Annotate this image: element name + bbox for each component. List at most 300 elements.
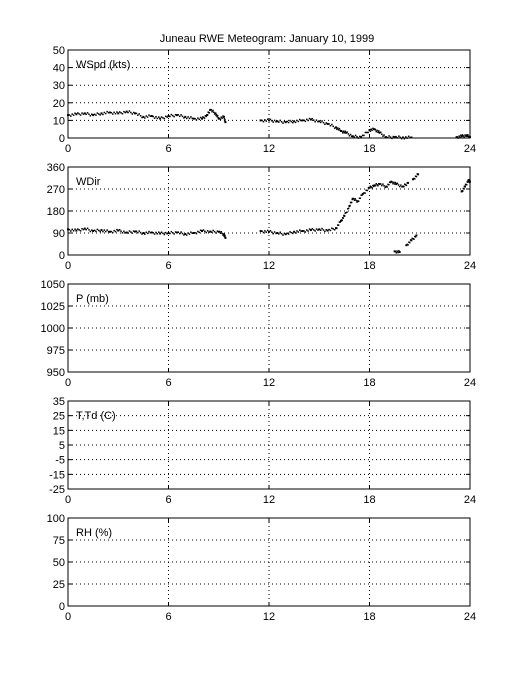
data-point [196, 119, 198, 121]
data-point [272, 233, 274, 235]
data-point [306, 229, 308, 231]
data-point [221, 231, 223, 233]
y-tick-label: 1025 [40, 301, 65, 313]
data-point [70, 230, 72, 232]
data-point [127, 112, 129, 114]
panel-label: WDir [76, 176, 101, 188]
y-tick-label: 360 [46, 162, 65, 174]
data-point [90, 115, 92, 117]
data-point [354, 199, 356, 201]
data-point [406, 185, 408, 187]
data-point [165, 232, 167, 234]
data-point [395, 251, 397, 253]
data-point [331, 227, 333, 229]
data-point [380, 183, 382, 185]
data-point [169, 233, 171, 235]
data-point [164, 234, 166, 236]
x-tick-label: 12 [262, 260, 276, 272]
y-tick-label: 1000 [40, 323, 65, 335]
data-point [458, 137, 460, 139]
data-point [375, 185, 377, 187]
data-point [186, 234, 188, 236]
data-point [469, 181, 471, 183]
data-point [164, 118, 166, 120]
x-tick-label: 12 [262, 611, 276, 623]
data-point [219, 231, 221, 233]
data-point [417, 173, 419, 175]
data-point [375, 129, 377, 131]
data-point [394, 183, 396, 185]
data-point [182, 116, 184, 118]
figure-title: Juneau RWE Meteogram: January 10, 1999 [159, 33, 375, 45]
x-tick-label: 0 [64, 611, 72, 623]
data-point [343, 131, 345, 133]
data-point [299, 229, 301, 231]
y-tick-label: 30 [52, 80, 65, 93]
panel-1 [53, 45, 476, 155]
data-point [88, 229, 90, 231]
data-point [355, 135, 357, 137]
x-tick-label: 0 [64, 377, 72, 389]
data-point [220, 119, 222, 121]
data-point [346, 212, 348, 214]
data-point [282, 234, 284, 236]
data-point [194, 232, 196, 234]
x-tick-label: 24 [463, 377, 477, 389]
data-point [112, 232, 114, 234]
data-point [351, 202, 353, 204]
data-point [279, 232, 281, 234]
data-point [376, 130, 378, 132]
panel-2 [47, 162, 476, 272]
data-point [288, 122, 290, 124]
data-point [217, 115, 219, 117]
data-point [184, 116, 186, 118]
data-point [172, 115, 174, 117]
data-point [387, 137, 389, 139]
data-point [186, 118, 188, 120]
data-point [78, 229, 80, 231]
y-tick-label: -25 [49, 484, 65, 496]
data-point [73, 230, 75, 232]
data-point [396, 250, 398, 252]
data-point [321, 228, 323, 230]
data-point [264, 119, 266, 121]
data-point [398, 184, 400, 186]
y-tick-label: -5 [55, 454, 65, 467]
data-point [343, 215, 345, 217]
data-point [321, 120, 323, 122]
y-tick-label: 40 [52, 62, 65, 75]
data-point [69, 114, 71, 116]
data-point [129, 110, 131, 112]
data-point [70, 115, 72, 117]
data-point [85, 114, 87, 116]
data-point [144, 233, 146, 235]
data-point [299, 119, 301, 121]
data-point [213, 111, 215, 113]
y-tick-label: 270 [46, 184, 65, 196]
data-point [97, 112, 99, 114]
data-point [274, 120, 276, 122]
data-point [197, 231, 199, 233]
data-point [140, 115, 142, 117]
y-tick-label: 180 [46, 206, 65, 218]
data-point [263, 121, 265, 123]
data-point [207, 114, 209, 116]
data-point [410, 239, 412, 241]
data-point [122, 113, 124, 115]
y-tick-label: 15 [52, 425, 65, 438]
y-tick-label: 5 [58, 440, 65, 452]
x-tick-label: 18 [363, 611, 376, 623]
data-point [99, 114, 101, 116]
data-point [148, 231, 150, 233]
data-point [404, 138, 406, 140]
data-point [320, 229, 322, 231]
y-tick-label: 50 [52, 557, 65, 569]
data-point [469, 136, 471, 138]
data-point [152, 116, 154, 118]
y-tick-label: 25 [52, 579, 65, 591]
data-point [328, 229, 330, 231]
data-point [383, 185, 385, 187]
data-series-segment [461, 179, 471, 192]
data-point [137, 114, 139, 116]
data-point [111, 112, 113, 114]
data-point [330, 125, 332, 127]
data-point [348, 133, 350, 135]
data-point [178, 114, 180, 116]
data-point [366, 132, 368, 134]
data-point [152, 232, 154, 234]
data-point [161, 232, 163, 234]
data-point [391, 138, 393, 140]
data-point [272, 121, 274, 123]
data-point [224, 237, 226, 239]
data-point [147, 116, 149, 118]
data-point [71, 229, 73, 231]
data-point [323, 122, 325, 124]
data-point [281, 233, 283, 235]
data-point [81, 112, 83, 114]
data-point [81, 228, 83, 230]
data-point [291, 232, 293, 234]
data-point [367, 132, 369, 134]
data-point [263, 232, 265, 234]
data-point [214, 231, 216, 233]
data-point [179, 116, 181, 118]
data-point [392, 183, 394, 185]
data-point [369, 187, 371, 189]
data-point [330, 230, 332, 232]
data-point [355, 200, 357, 202]
data-point [398, 135, 400, 137]
y-tick-label: -15 [49, 469, 65, 482]
y-tick-label: 0 [58, 601, 65, 613]
data-point [399, 251, 401, 253]
data-point [266, 120, 268, 122]
data-point [119, 229, 121, 231]
data-point [397, 137, 399, 139]
data-point [119, 111, 121, 113]
y-tick-label: 35 [52, 396, 65, 408]
y-tick-label: 20 [52, 97, 65, 110]
x-tick-label: 24 [463, 260, 477, 272]
data-point [298, 121, 300, 123]
data-point [371, 130, 373, 132]
data-point [388, 184, 390, 186]
data-point [130, 231, 132, 233]
data-point [313, 229, 315, 231]
x-tick-label: 12 [262, 494, 276, 506]
data-point [320, 122, 322, 124]
data-point [173, 116, 175, 118]
data-point [289, 231, 291, 233]
data-point [395, 136, 397, 138]
data-point [122, 232, 124, 234]
data-point [270, 230, 272, 232]
data-point [106, 229, 108, 231]
data-point [204, 231, 206, 233]
data-point [348, 208, 350, 210]
data-point [224, 119, 226, 121]
data-point [105, 113, 107, 115]
data-point [396, 252, 398, 254]
data-point [169, 116, 171, 118]
x-tick-label: 12 [262, 143, 276, 155]
data-point [88, 114, 90, 116]
data-point [123, 231, 125, 233]
data-point [331, 124, 333, 126]
x-tick-label: 6 [165, 494, 172, 506]
data-point [466, 184, 468, 186]
y-tick-label: 25 [52, 410, 65, 423]
data-point [137, 232, 139, 234]
data-point [393, 182, 395, 184]
data-point [312, 118, 314, 120]
x-tick-label: 12 [262, 377, 276, 389]
data-point [296, 120, 298, 122]
data-point [95, 114, 97, 116]
data-point [101, 229, 103, 231]
data-point [220, 232, 222, 234]
data-point [328, 123, 330, 125]
data-point [189, 118, 191, 120]
data-point [189, 233, 191, 235]
data-point [136, 230, 138, 232]
data-point [356, 136, 358, 138]
data-point [266, 231, 268, 233]
data-point [333, 126, 335, 128]
data-point [180, 114, 182, 116]
data-series-segment [412, 173, 419, 180]
data-point [305, 121, 307, 123]
data-point [113, 112, 115, 114]
data-point [274, 231, 276, 233]
data-point [279, 120, 281, 122]
data-point [165, 116, 167, 118]
data-point [346, 131, 348, 133]
data-point [102, 231, 104, 233]
data-point [94, 114, 96, 116]
data-point [104, 112, 106, 114]
data-point [281, 121, 283, 123]
data-point [270, 119, 272, 121]
data-point [224, 235, 226, 237]
data-point [73, 114, 75, 116]
data-point [223, 116, 225, 118]
data-point [303, 230, 305, 232]
data-point [154, 233, 156, 235]
data-point [173, 233, 175, 235]
data-series-segment [260, 181, 409, 236]
x-tick-label: 6 [165, 143, 172, 155]
data-point [382, 183, 384, 185]
data-point [282, 122, 284, 124]
panel-label: WSpd (kts) [76, 59, 131, 71]
data-point [313, 119, 315, 121]
data-point [144, 117, 146, 119]
data-point [157, 118, 159, 120]
data-point [148, 114, 150, 116]
data-point [399, 186, 401, 188]
data-point [138, 113, 140, 115]
data-point [199, 119, 201, 121]
data-point [104, 229, 106, 231]
data-point [71, 113, 73, 115]
data-series-segment [67, 109, 226, 123]
data-point [271, 120, 273, 122]
data-point [199, 232, 201, 234]
data-point [162, 117, 164, 119]
data-point [324, 231, 326, 233]
data-point [286, 233, 288, 235]
data-point [161, 116, 163, 118]
data-point [323, 229, 325, 231]
data-point [115, 113, 117, 115]
data-point [112, 113, 114, 115]
data-point [157, 233, 159, 235]
data-point [75, 230, 77, 232]
data-point [203, 229, 205, 231]
data-point [341, 131, 343, 133]
data-point [314, 121, 316, 123]
data-point [205, 232, 207, 234]
data-point [378, 130, 380, 132]
panel-label: T,Td (C) [76, 410, 116, 422]
data-point [187, 232, 189, 234]
data-point [102, 114, 104, 116]
data-point [291, 121, 293, 123]
data-point [336, 227, 338, 229]
data-point [286, 121, 288, 123]
data-point [365, 132, 367, 134]
panel-4 [49, 396, 476, 506]
data-point [400, 184, 402, 186]
data-point [138, 230, 140, 232]
data-point [264, 230, 266, 232]
x-tick-label: 6 [165, 611, 172, 623]
y-tick-label: 0 [58, 133, 65, 145]
data-point [416, 176, 418, 178]
data-point [395, 182, 397, 184]
data-point [77, 228, 79, 230]
y-tick-label: 50 [52, 45, 65, 57]
data-point [338, 224, 340, 226]
panel-label: RH (%) [76, 527, 113, 539]
data-point [397, 252, 399, 254]
data-point [415, 234, 417, 236]
data-point [355, 198, 357, 200]
data-point [381, 133, 383, 135]
data-point [360, 136, 362, 138]
data-point [215, 232, 217, 234]
data-point [391, 181, 393, 183]
data-point [120, 112, 122, 114]
x-tick-label: 18 [363, 143, 376, 155]
data-point [405, 136, 407, 138]
data-point [201, 118, 203, 120]
data-point [207, 230, 209, 232]
data-point [271, 231, 273, 233]
data-point [342, 132, 344, 134]
x-tick-label: 24 [463, 143, 477, 155]
data-point [172, 232, 174, 234]
data-point [339, 128, 341, 129]
y-tick-label: 100 [46, 513, 65, 525]
data-point [367, 190, 369, 192]
data-point [209, 112, 211, 114]
data-point [463, 188, 465, 190]
data-point [344, 132, 346, 134]
data-point [190, 231, 192, 233]
panel-5 [47, 513, 476, 623]
panel-3 [41, 279, 477, 389]
data-series-segment [394, 250, 401, 254]
data-point [120, 231, 122, 233]
x-tick-label: 0 [64, 143, 72, 155]
data-point [178, 231, 180, 233]
data-point [381, 185, 383, 187]
data-point [303, 120, 305, 122]
data-point [364, 192, 366, 194]
data-point [78, 113, 80, 115]
data-point [171, 114, 173, 116]
y-tick-label: 950 [46, 367, 65, 379]
data-point [295, 232, 297, 234]
data-point [362, 135, 364, 137]
data-point [377, 185, 379, 187]
data-point [204, 117, 206, 119]
data-point [132, 113, 134, 115]
data-point [221, 233, 223, 235]
data-point [179, 233, 181, 235]
data-point [69, 229, 71, 231]
data-point [182, 233, 184, 235]
data-point [140, 232, 142, 234]
data-point [127, 232, 129, 234]
data-point [383, 134, 385, 136]
data-point [353, 136, 355, 138]
data-point [278, 233, 280, 235]
data-point [145, 232, 147, 234]
data-point [306, 119, 308, 121]
data-point [337, 127, 339, 128]
data-point [221, 117, 223, 119]
data-point [333, 228, 335, 230]
data-point [407, 182, 409, 184]
